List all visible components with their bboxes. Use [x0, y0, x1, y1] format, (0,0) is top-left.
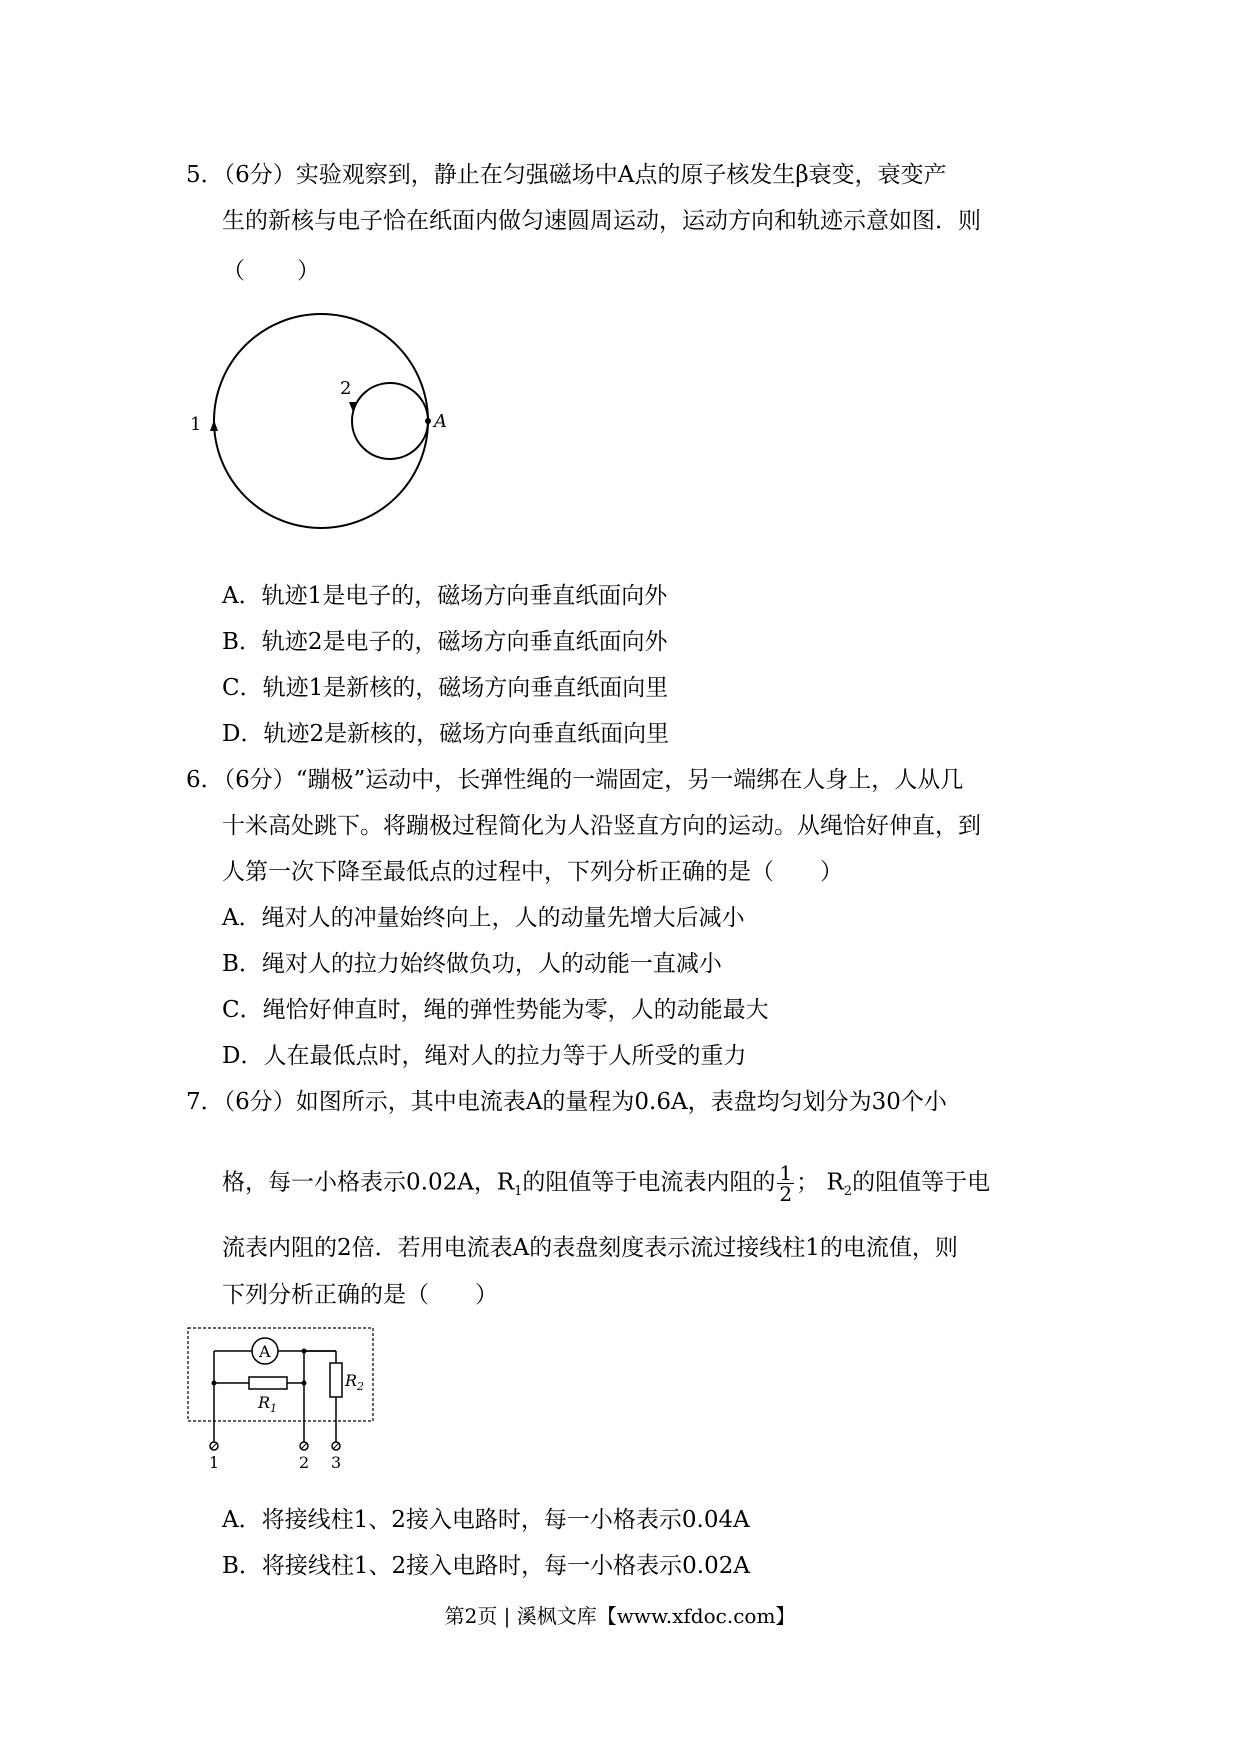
- point-a-label: A: [434, 411, 447, 432]
- q7-stem-line-2: 格，每一小格表示0.02A，$R_1$的阻值等于电流表内阻的 $\frac{1}{2}$ ； $R_2$的阻值等于电: [222, 1161, 991, 1206]
- q6-stem-line-3: 人第一次下降至最低点的过程中，下列分析正确的是（ ）: [222, 859, 843, 885]
- terminal-3-label: 3: [331, 1453, 342, 1470]
- q7-stem-line-4: 下列分析正确的是（ ）: [222, 1282, 498, 1308]
- trajectory-2-label: 2: [340, 378, 352, 399]
- trajectory-1-label: 1: [190, 414, 202, 435]
- ammeter-label: A: [259, 1342, 271, 1361]
- point-a-dot: [425, 418, 431, 424]
- q7-stem-line-1: 7．（6分）如图所示，其中电流表A的量程为0.6A，表盘均匀划分为30个小: [186, 1089, 947, 1115]
- q7-stem-line-3: 流表内阻的2倍．若用电流表A的表盘刻度表示流过接线柱1的电流值，则: [222, 1235, 958, 1261]
- q6-option-c: C．绳恰好伸直时，绳的弹性势能为零，人的动能最大: [222, 997, 769, 1023]
- terminal-1-label: 1: [209, 1453, 220, 1470]
- trajectory-2-circle-small: [352, 383, 428, 459]
- r1-label: $R_1$: [258, 1393, 278, 1415]
- q5-option-b: B．轨迹2是电子的，磁场方向垂直纸面向外: [222, 629, 668, 655]
- q7-option-a: A．将接线柱1、2接入电路时，每一小格表示0.04A: [222, 1507, 750, 1533]
- trajectory-1-circle: [214, 314, 428, 528]
- trajectory-1-arrow: [210, 420, 218, 431]
- fraction-one-half: $\frac{1}{2}$: [779, 1161, 793, 1206]
- q6-stem-line-1: 6．（6分）“蹦极”运动中，长弹性绳的一端固定，另一端绑在人身上，人从几: [186, 767, 964, 793]
- q7-option-b: B．将接线柱1、2接入电路时，每一小格表示0.02A: [222, 1553, 750, 1579]
- q7-circuit-figure: [186, 1325, 386, 1470]
- resistor-r2: [330, 1363, 342, 1397]
- q5-stem-line-2: 生的新核与电子恰在纸面内做匀速圆周运动，运动方向和轨迹示意如图．则: [222, 208, 981, 234]
- q5-answer-paren: （ ）: [222, 258, 320, 284]
- q6-stem-line-2: 十米高处跳下。将蹦极过程简化为人沿竖直方向的运动。从绳恰好伸直，到: [222, 813, 981, 839]
- trajectory-2-arrow: [349, 402, 357, 412]
- q6-option-d: D．人在最低点时，绳对人的拉力等于人所受的重力: [222, 1043, 747, 1069]
- q5-stem-line-1: 5．（6分）实验观察到，静止在匀强磁场中A点的原子核发生β衰变，衰变产: [186, 162, 947, 188]
- terminal-2-label: 2: [299, 1453, 310, 1470]
- resistor-r1: [249, 1377, 287, 1389]
- r2-label: $R_2$: [345, 1371, 365, 1393]
- q6-option-b: B．绳对人的拉力始终做负功，人的动能一直减小: [222, 951, 722, 977]
- q5-option-a: A．轨迹1是电子的，磁场方向垂直纸面向外: [222, 583, 668, 609]
- q5-option-d: D．轨迹2是新核的，磁场方向垂直纸面向里: [222, 721, 670, 747]
- q6-option-a: A．绳对人的冲量始终向上，人的动量先增大后减小: [222, 905, 745, 931]
- page-footer: 第2页 | 溪枫文库【www.xfdoc.com】: [444, 1604, 796, 1628]
- q5-option-c: C．轨迹1是新核的，磁场方向垂直纸面向里: [222, 675, 669, 701]
- q5-trajectory-figure: [180, 300, 460, 550]
